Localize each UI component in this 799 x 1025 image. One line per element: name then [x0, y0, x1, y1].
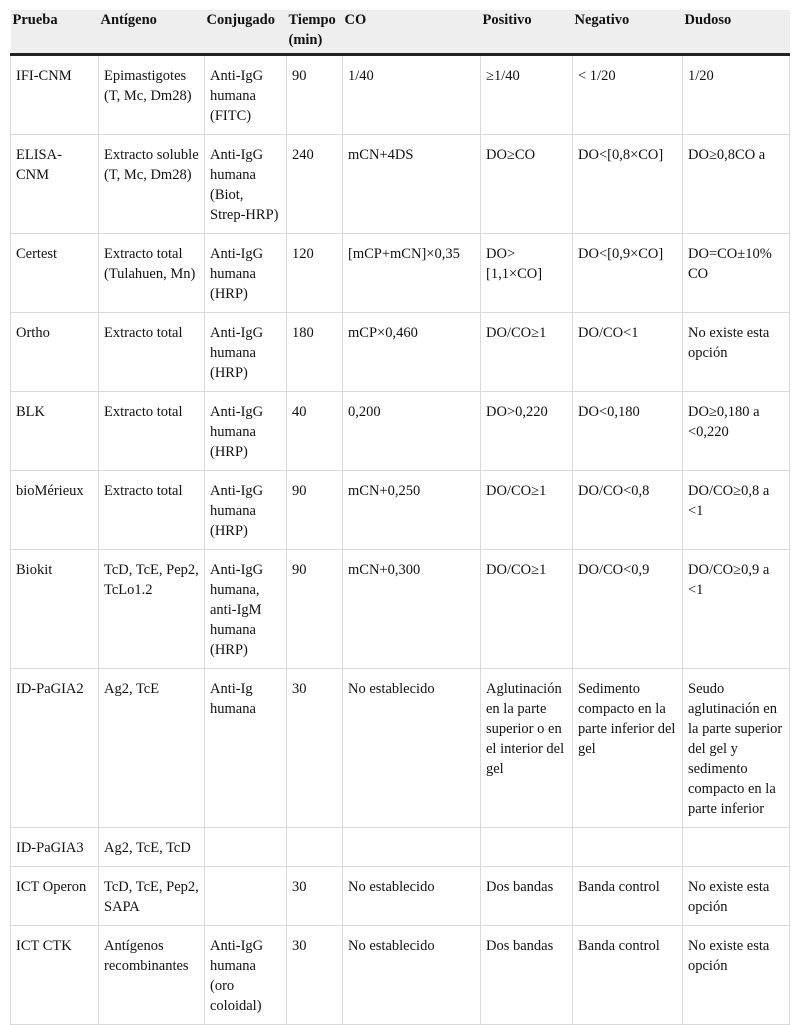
cell-prueba: Ortho	[11, 313, 99, 392]
cell-dudoso: 1/20	[683, 55, 790, 135]
cell-co: mCN+4DS	[343, 135, 481, 234]
cell-antigeno: TcD, TcE, Pep2, TcLo1.2	[99, 550, 205, 669]
cell-negativo: DO/CO<0,8	[573, 471, 683, 550]
cell-conjugado: Anti-IgG humana (oro coloidal)	[205, 926, 287, 1025]
cell-co: [mCP+mCN]×0,35	[343, 234, 481, 313]
cell-co: mCN+0,300	[343, 550, 481, 669]
cell-dudoso: DO/CO≥0,9 a <1	[683, 550, 790, 669]
cell-positivo: DO/CO≥1	[481, 550, 573, 669]
cell-positivo: Dos bandas	[481, 926, 573, 1025]
cell-negativo: DO/CO<1	[573, 313, 683, 392]
cell-prueba: ID-PaGIA2	[11, 669, 99, 828]
cell-negativo: DO<[0,9×CO]	[573, 234, 683, 313]
cell-negativo: Banda control	[573, 867, 683, 926]
cell-conjugado: Anti-IgG humana (HRP)	[205, 471, 287, 550]
table-row	[11, 234, 790, 313]
cell-negativo: DO<[0,8×CO]	[573, 135, 683, 234]
cell-co: mCN+0,250	[343, 471, 481, 550]
cell-co: 0,200	[343, 392, 481, 471]
table-row	[11, 313, 790, 392]
cell-dudoso: DO≥0,8CO a	[683, 135, 790, 234]
cell-conjugado: Anti-Ig humana	[205, 669, 287, 828]
cell-prueba: IFI-CNM	[11, 55, 99, 135]
cell-co: mCP×0,460	[343, 313, 481, 392]
column-header-prueba: Prueba	[11, 10, 99, 55]
table-row	[11, 550, 790, 669]
cell-co	[343, 828, 481, 867]
cell-conjugado: Anti-IgG humana (FITC)	[205, 55, 287, 135]
cell-prueba: Certest	[11, 234, 99, 313]
cell-positivo	[481, 828, 573, 867]
column-header-negativo: Negativo	[573, 10, 683, 55]
cell-prueba: ICT Operon	[11, 867, 99, 926]
table-container	[10, 10, 789, 1025]
cell-prueba: ICT CTK	[11, 926, 99, 1025]
cell-antigeno: Epimastigotes (T, Mc, Dm28)	[99, 55, 205, 135]
cell-conjugado	[205, 867, 287, 926]
cell-negativo: DO<0,180	[573, 392, 683, 471]
cell-tiempo: 90	[287, 471, 343, 550]
cell-dudoso: No existe esta opción	[683, 313, 790, 392]
cell-conjugado: Anti-IgG humana (HRP)	[205, 313, 287, 392]
cell-positivo: DO>0,220	[481, 392, 573, 471]
cell-antigeno: Extracto total	[99, 392, 205, 471]
column-header-antigeno: Antígeno	[99, 10, 205, 55]
table-row	[11, 669, 790, 828]
cell-positivo: DO/CO≥1	[481, 313, 573, 392]
column-header-tiempo: Tiempo (min)	[287, 10, 343, 55]
cell-negativo	[573, 828, 683, 867]
cell-prueba: ID-PaGIA3	[11, 828, 99, 867]
cell-dudoso: No existe esta opción	[683, 926, 790, 1025]
cell-prueba: BLK	[11, 392, 99, 471]
cell-positivo: DO≥CO	[481, 135, 573, 234]
cell-co: No establecido	[343, 669, 481, 828]
cell-tiempo: 120	[287, 234, 343, 313]
cell-co: No establecido	[343, 926, 481, 1025]
cell-dudoso: DO≥0,180 a <0,220	[683, 392, 790, 471]
table-header	[11, 10, 790, 55]
cell-positivo: DO/CO≥1	[481, 471, 573, 550]
cell-positivo: DO>[1,1×CO]	[481, 234, 573, 313]
table-row	[11, 867, 790, 926]
column-header-positivo: Positivo	[481, 10, 573, 55]
cell-tiempo: 40	[287, 392, 343, 471]
cell-negativo: DO/CO<0,9	[573, 550, 683, 669]
table-row	[11, 392, 790, 471]
table-row	[11, 135, 790, 234]
cell-prueba: ELISA-CNM	[11, 135, 99, 234]
column-header-co: CO	[343, 10, 481, 55]
cell-dudoso: Seudo aglutinación en la parte superior del gel y sedimento compacto en la parte inferior	[683, 669, 790, 828]
cell-antigeno: Antígenos recombinantes	[99, 926, 205, 1025]
cell-negativo: Sedimento compacto en la parte inferior del gel	[573, 669, 683, 828]
cell-conjugado	[205, 828, 287, 867]
cell-tiempo: 90	[287, 550, 343, 669]
cell-co: No establecido	[343, 867, 481, 926]
table-row	[11, 926, 790, 1025]
cell-negativo: < 1/20	[573, 55, 683, 135]
cell-antigeno: Ag2, TcE, TcD	[99, 828, 205, 867]
cell-prueba: Biokit	[11, 550, 99, 669]
cell-conjugado: Anti-IgG humana (Biot, Strep-HRP)	[205, 135, 287, 234]
cell-tiempo: 240	[287, 135, 343, 234]
cell-antigeno: Ag2, TcE	[99, 669, 205, 828]
cell-tiempo: 180	[287, 313, 343, 392]
cell-tiempo: 30	[287, 867, 343, 926]
cell-dudoso: No existe esta opción	[683, 867, 790, 926]
cell-positivo: Aglutinación en la parte superior o en el interior del gel	[481, 669, 573, 828]
cell-tiempo: 30	[287, 926, 343, 1025]
cell-conjugado: Anti-IgG humana, anti-IgM humana (HRP)	[205, 550, 287, 669]
cell-co: 1/40	[343, 55, 481, 135]
table-body	[11, 55, 790, 1025]
cell-conjugado: Anti-IgG humana (HRP)	[205, 392, 287, 471]
cell-dudoso	[683, 828, 790, 867]
diagnostic-tests-table	[10, 10, 790, 1025]
column-header-conjugado: Conjugado	[205, 10, 287, 55]
cell-antigeno: Extracto total	[99, 471, 205, 550]
cell-antigeno: Extracto soluble (T, Mc, Dm28)	[99, 135, 205, 234]
cell-positivo: Dos bandas	[481, 867, 573, 926]
cell-antigeno: TcD, TcE, Pep2, SAPA	[99, 867, 205, 926]
cell-tiempo: 30	[287, 669, 343, 828]
cell-antigeno: Extracto total (Tulahuen, Mn)	[99, 234, 205, 313]
column-header-dudoso: Dudoso	[683, 10, 790, 55]
cell-dudoso: DO/CO≥0,8 a <1	[683, 471, 790, 550]
table-row	[11, 828, 790, 867]
table-row	[11, 471, 790, 550]
table-row	[11, 55, 790, 135]
cell-positivo: ≥1/40	[481, 55, 573, 135]
header-row	[11, 10, 790, 55]
cell-tiempo: 90	[287, 55, 343, 135]
cell-negativo: Banda control	[573, 926, 683, 1025]
cell-conjugado: Anti-IgG humana (HRP)	[205, 234, 287, 313]
cell-prueba: bioMérieux	[11, 471, 99, 550]
cell-dudoso: DO=CO±10% CO	[683, 234, 790, 313]
cell-tiempo	[287, 828, 343, 867]
cell-antigeno: Extracto total	[99, 313, 205, 392]
